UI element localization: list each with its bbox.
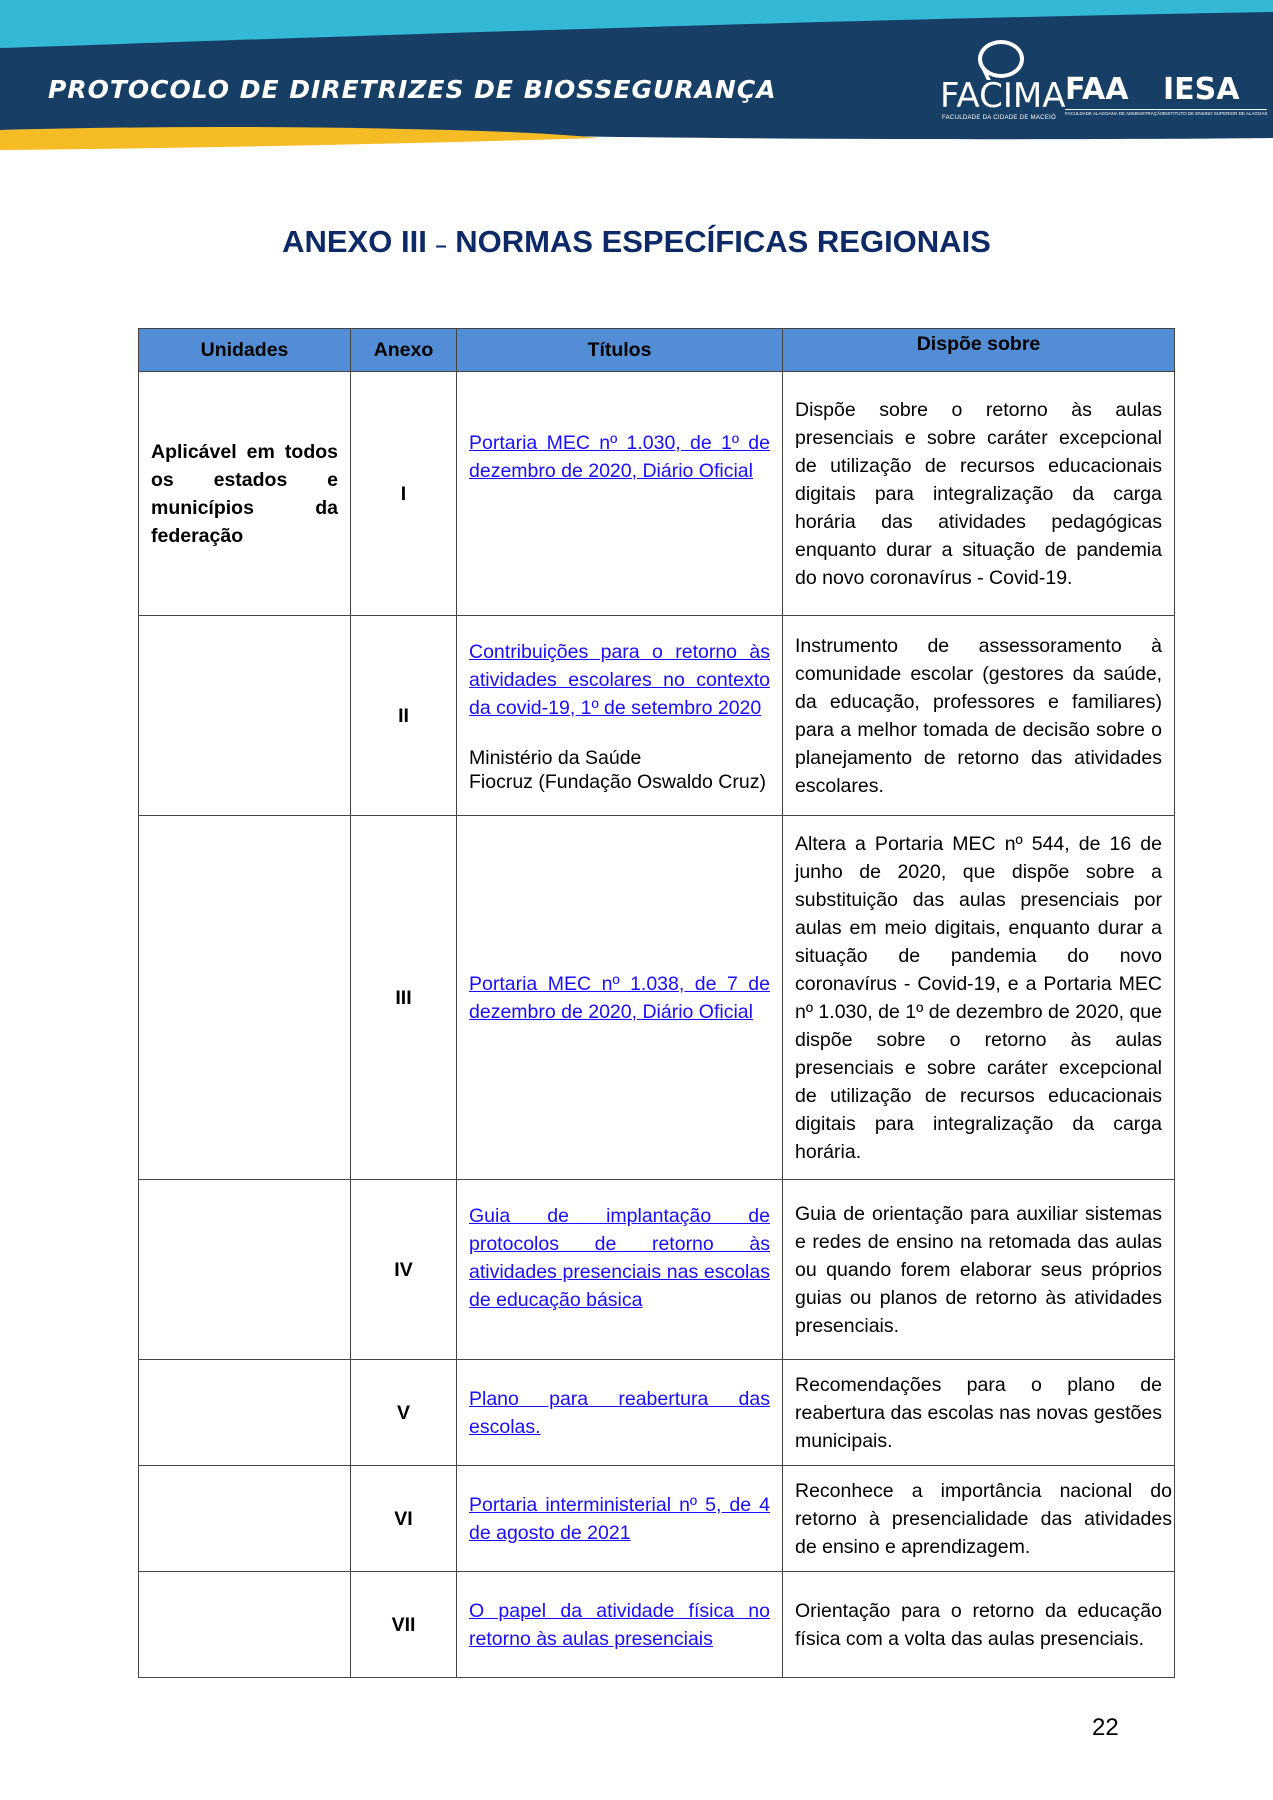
title-cell xyxy=(457,1572,783,1678)
description-cell: Guia de orientação para auxiliar sistemas e redes de ensino na retomada das aulas ou quando forem elaborar seus próprios guias ou planos de retorno às atividades presenciais. xyxy=(783,1180,1175,1360)
table-row xyxy=(139,1360,1175,1466)
page-title-part1: ANEXO III xyxy=(282,224,427,259)
banner-title: PROTOCOLO DE DIRETRIZES DE BIOSSEGURANÇA xyxy=(48,75,777,104)
title-cell xyxy=(457,1466,783,1572)
unit-cell xyxy=(139,816,351,1180)
page-title-part2: NORMAS ESPECÍFICAS REGIONAIS xyxy=(455,224,991,259)
anexo-cell: VI xyxy=(351,1466,457,1572)
title-cell xyxy=(457,1360,783,1466)
title-link[interactable]: Portaria interministerial nº 5, de 4 de agosto de 2021 xyxy=(469,1493,770,1544)
title-link[interactable]: Portaria MEC nº 1.038, de 7 de dezembro de 2020, Diário Oficial xyxy=(469,972,770,1023)
description-cell: Instrumento de assessoramento à comunidade escolar (gestores da saúde, da educação, professores e familiares) para a melhor tomada de decisão sobre o planejamento de retorno das atividades escolares. xyxy=(783,616,1175,816)
title-link[interactable]: Contribuições para o retorno às atividades escolares no contexto da covid-19, 1º de setembro 2020 xyxy=(469,640,770,719)
anexo-cell: VII xyxy=(351,1572,457,1678)
column-header-titulos: Títulos xyxy=(457,329,783,372)
table-row xyxy=(139,1466,1175,1572)
unit-cell xyxy=(139,616,351,816)
column-header-anexo: Anexo xyxy=(351,329,457,372)
title-cell xyxy=(457,616,783,816)
page-title xyxy=(0,224,1273,260)
facima-logo-subtitle: FACULDADE DA CIDADE DE MACEIÓ xyxy=(942,115,1057,121)
description-cell: Altera a Portaria MEC nº 544, de 16 de junho de 2020, que dispõe sobre a substituição das aulas presenciais por aulas em meio digitais, enquanto durar a situação de pandemia do novo coronavírus - Covid-19, e a Portaria MEC nº 1.030, de 1º de dezembro de 2020, que dispõe sobre o retorno às aulas presenciais e sobre caráter excepcional de utilização de recursos educacionais digitais para integralização da carga horária. xyxy=(783,816,1175,1180)
title-cell xyxy=(457,816,783,1180)
unit-cell xyxy=(139,1360,351,1466)
unit-cell xyxy=(139,1180,351,1360)
faa-logo xyxy=(1065,72,1164,116)
facima-logo-name: FACIMA xyxy=(940,76,1066,116)
norms-table xyxy=(138,328,1175,1678)
page-number: 22 xyxy=(1092,1714,1119,1741)
unit-cell: Aplicável em todos os estados e municípios da federação xyxy=(139,372,351,616)
title-cell xyxy=(457,372,783,616)
anexo-cell: V xyxy=(351,1360,457,1466)
anexo-cell: III xyxy=(351,816,457,1180)
column-header-unidades: Unidades xyxy=(139,329,351,372)
table-row xyxy=(139,1572,1175,1678)
organization-line: Ministério da Saúde xyxy=(469,746,642,769)
iesa-logo-name: IESA xyxy=(1163,72,1240,107)
organization-line: Fiocruz (Fundação Oswaldo Cruz) xyxy=(469,770,766,793)
facima-logo xyxy=(940,40,1066,121)
title-link[interactable]: Guia de implantação de protocolos de retorno às atividades presenciais nas escolas de educação básica xyxy=(469,1204,770,1311)
table-header-row xyxy=(139,329,1175,372)
anexo-cell: II xyxy=(351,616,457,816)
description-cell: Reconhece a importância nacional do retorno à presencialidade das atividades de ensino e aprendizagem. xyxy=(783,1466,1175,1572)
organization-text xyxy=(469,746,770,794)
table-row xyxy=(139,372,1175,616)
iesa-logo xyxy=(1163,72,1268,116)
faa-logo-subtitle: FACULDADE ALAGOANA DE ADMINISTRAÇÃO xyxy=(1065,111,1164,116)
description-cell: Recomendações para o plano de reabertura das escolas nas novas gestões municipais. xyxy=(783,1360,1175,1466)
iesa-logo-subtitle: INSTITUTO DE ENSINO SUPERIOR DE ALAGOAS xyxy=(1163,111,1268,116)
title-link[interactable]: O papel da atividade física no retorno às aulas presenciais xyxy=(469,1599,770,1650)
description-cell: Dispõe sobre o retorno às aulas presenciais e sobre caráter excepcional de utilização de recursos educacionais digitais para integralização da carga horária das atividades pedagógicas enquanto durar a situação de pandemia do novo coronavírus - Covid-19. xyxy=(783,372,1175,616)
title-cell xyxy=(457,1180,783,1360)
anexo-cell: IV xyxy=(351,1180,457,1360)
page-title-dash: – xyxy=(435,235,447,257)
table-row xyxy=(139,616,1175,816)
anexo-cell: I xyxy=(351,372,457,616)
title-link[interactable]: Portaria MEC nº 1.030, de 1º de dezembro de 2020, Diário Oficial xyxy=(469,431,770,482)
faa-logo-name: FAA xyxy=(1065,72,1129,107)
column-header-dispoe-sobre: Dispõe sobre xyxy=(783,329,1175,372)
unit-cell xyxy=(139,1466,351,1572)
table-row xyxy=(139,816,1175,1180)
title-link[interactable]: Plano para reabertura das escolas. xyxy=(469,1387,770,1438)
table-row xyxy=(139,1180,1175,1360)
description-cell: Orientação para o retorno da educação física com a volta das aulas presenciais. xyxy=(783,1572,1175,1678)
unit-cell xyxy=(139,1572,351,1678)
header-banner xyxy=(0,0,1273,160)
